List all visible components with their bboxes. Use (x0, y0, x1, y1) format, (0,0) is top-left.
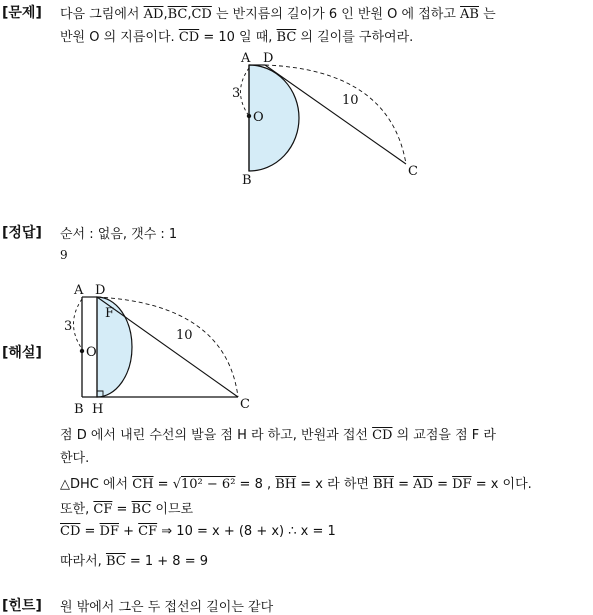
solution-figure (0, 270, 593, 420)
answer-line: 순서 : 없음, 갯수 : 1 (60, 227, 178, 242)
problem-line-2: 반원 O 의 지름이다. $\overline{CD} = 10$ 일 때, $\overline{BC}$ 의 길이를 구하여라. (60, 30, 414, 45)
semicircle (97, 297, 132, 397)
label-3: 3 (64, 319, 73, 334)
hint-text: 원 밖에서 그은 두 접선의 길이는 같다 (60, 600, 274, 615)
problem-figure (0, 0, 593, 200)
solution-line-4: 또한, $\overline{CF} = \overline{BC}$ 이므로 (60, 502, 194, 517)
solution-line-3: △DHC 에서 $\overline{CH} = √10^2 - 6^2 = 8$ , $\overline{BH} = x$ 라 하면 $\overline{BH} = \overline{AD} = \overline{DF} = x$ 이다. (60, 477, 532, 492)
dimension-arc-3 (241, 68, 250, 116)
solution-line-1: 점 D 에서 내린 수선의 발을 점 H 라 하고, 반원과 접선 $\overline{CD}$ 의 교점을 점 F 라 (60, 428, 496, 443)
label-a: A (74, 283, 84, 298)
label-3: 3 (232, 86, 241, 101)
label-d: D (95, 283, 106, 298)
label-b: B (242, 173, 252, 188)
label-o: O (86, 345, 97, 360)
label-o: O (253, 110, 264, 125)
solution-line-2: 한다. (60, 451, 90, 466)
answer-value: 9 (60, 248, 68, 262)
center-point (80, 349, 84, 353)
dimension-arc-3 (74, 299, 83, 349)
label-10: 10 (176, 328, 193, 343)
answer-tag: [정답] (2, 225, 42, 241)
center-point (247, 114, 251, 118)
label-b: B (74, 402, 84, 417)
label-c: C (240, 397, 250, 412)
solution-line-5: $\overline{CD} = \overline{DF} + \overline{CF}$ ⇒ 10 = x + (8 + x) ∴ x = 1 (60, 524, 336, 539)
label-a: A (241, 51, 251, 66)
problem-line-1: 다음 그림에서 $\overline{AD},\overline{BC},\overline{CD}$ 는 반지름의 길이가 6 인 반원 O 에 접하고 $\overline{AB}$ 는 (60, 7, 496, 22)
hint-tag: [힌트] (2, 598, 42, 614)
problem-tag: [문제] (2, 5, 42, 21)
label-h: H (92, 402, 104, 417)
solution-line-6: 따라서, $\overline{BC} = 1 + 8 = 9$ (60, 554, 208, 569)
label-d: D (263, 51, 274, 66)
label-c: C (408, 164, 418, 179)
label-10: 10 (342, 93, 359, 108)
label-f: F (105, 306, 115, 321)
solution-tag: [해설] (2, 345, 42, 361)
